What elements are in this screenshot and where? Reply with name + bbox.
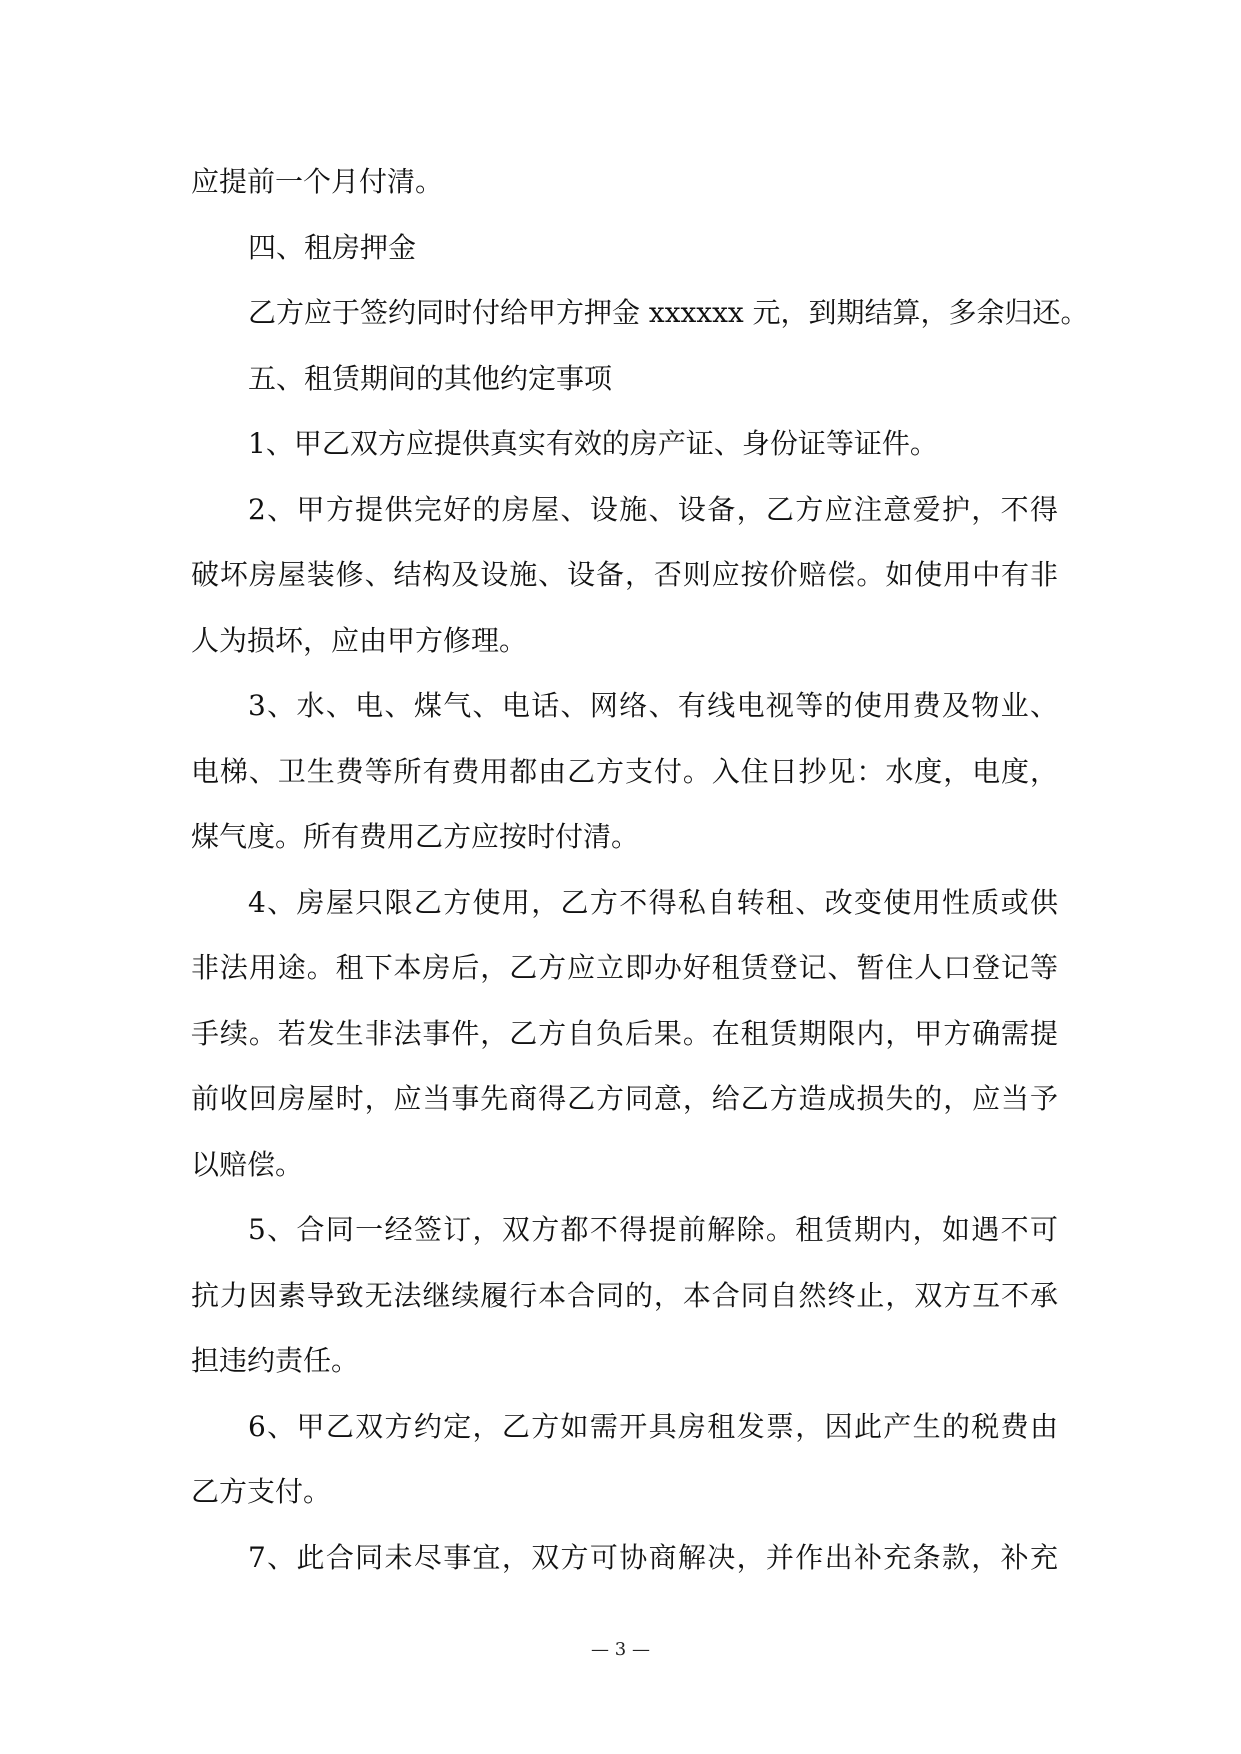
text-line: 乙方应于签约同时付给甲方押金 xxxxxx 元，到期结算，多余归还。 [248,296,1089,329]
clause-7 [191,1525,1058,1591]
text-line: 4、房屋只限乙方使用，乙方不得私自转租、改变使用性质或供 [248,885,1058,919]
text-line: 2、甲方提供完好的房屋、设施、设备，乙方应注意爱护，不得 [248,492,1058,526]
text-line: 四、租房押金 [248,230,417,264]
text-line: 以赔偿。 [191,1147,304,1181]
text-line: 担违约责任。 [191,1344,360,1377]
clause-5 [191,1197,1058,1394]
clause-6 [191,1394,1058,1525]
document-body [191,149,1089,1590]
continued-paragraph [191,149,1058,215]
text-line: 煤气度。所有费用乙方应按时付清。 [191,820,640,853]
deposit-clause [191,280,1089,346]
text-line: 手续。若发生非法事件，乙方自负后果。在租赁期限内，甲方确需提 [191,1016,1058,1050]
text-line: 人为损坏，应由甲方修理。 [191,623,528,657]
text-line: 抗力因素导致无法继续履行本合同的，本合同自然终止，双方互不承 [191,1278,1058,1312]
text-line: 五、租赁期间的其他约定事项 [248,361,613,395]
clause-4 [191,870,1058,1198]
text-line: 应提前一个月付清。 [191,165,444,198]
text-line: 5、合同一经签订，双方都不得提前解除。租赁期内，如遇不可 [248,1213,1058,1246]
text-line: 乙方支付。 [191,1475,332,1508]
clause-3 [191,673,1058,870]
text-line: 6、甲乙双方约定，乙方如需开具房租发票，因此产生的税费由 [248,1409,1058,1443]
clause-2 [191,477,1058,674]
text-line: 3、水、电、煤气、电话、网络、有线电视等的使用费及物业、 [248,689,1058,722]
text-line: 前收回房屋时，应当事先商得乙方同意，给乙方造成损失的，应当予 [191,1082,1058,1115]
text-line: 1、甲乙双方应提供真实有效的房产证、身份证等证件。 [248,427,938,460]
text-line: 非法用途。租下本房后，乙方应立即办好租赁登记、暂住人口登记等 [191,951,1058,984]
text-line: 破坏房屋装修、结构及设施、设备，否则应按价赔偿。如使用中有非 [191,558,1058,591]
text-line: 电梯、卫生费等所有费用都由乙方支付。入住日抄见：水度，电度， [191,754,1058,788]
page-number: — 3 — [591,1639,650,1660]
clause-1 [191,411,1058,477]
section-heading-deposit [191,215,1058,281]
text-line: 7、此合同未尽事宜，双方可协商解决，并作出补充条款，补充 [248,1540,1058,1574]
section-heading-other-terms [191,346,1058,412]
